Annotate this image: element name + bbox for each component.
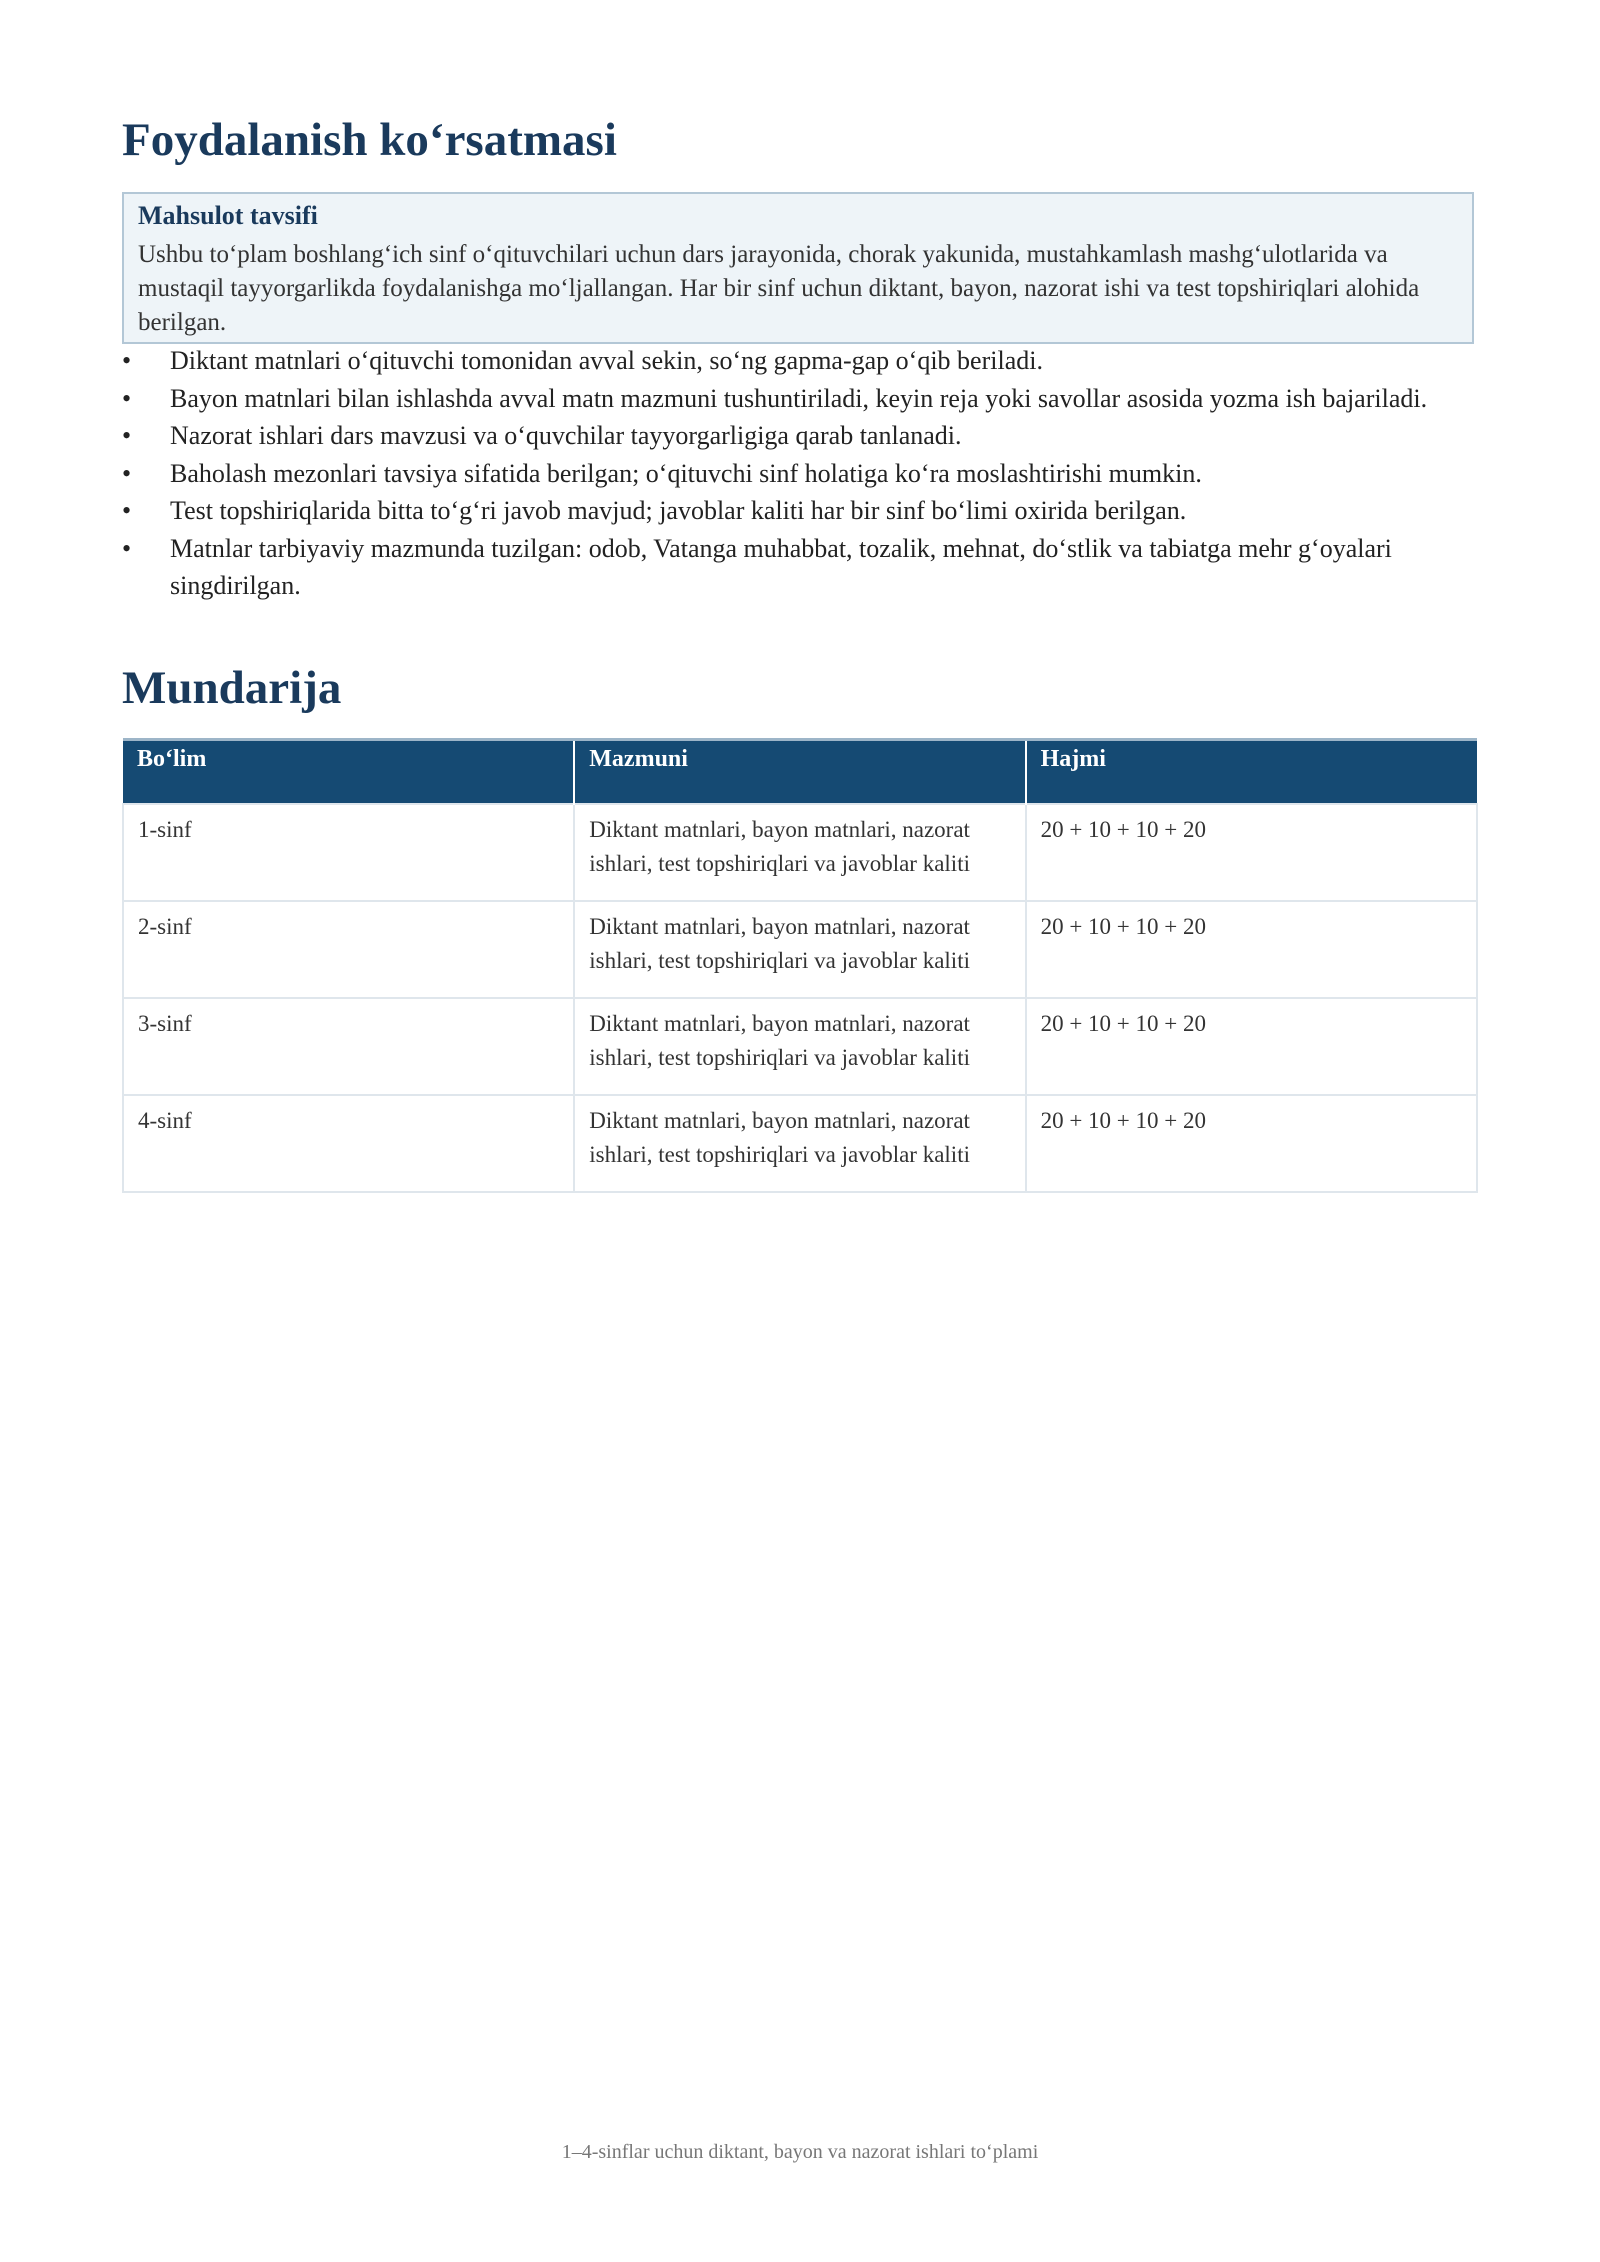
- cell-content: Diktant matnlari, bayon matnlari, nazorat ishlari, test topshiriqlari va javoblar kaliti: [574, 901, 1025, 998]
- cell-volume: 20 + 10 + 10 + 20: [1026, 901, 1477, 998]
- list-item-text: Baholash mezonlari tavsiya sifatida berilgan; oʻqituvchi sinf holatiga koʻra moslashtirishi mumkin.: [170, 458, 1202, 488]
- bullet-icon: •: [122, 533, 132, 563]
- table-row: [123, 1095, 1477, 1192]
- bullet-icon: •: [122, 383, 132, 413]
- cell-section: 3-sinf: [123, 998, 574, 1095]
- list-item: [122, 530, 1478, 605]
- table-row: [123, 804, 1477, 901]
- bullet-icon: •: [122, 496, 132, 525]
- table-row: [123, 901, 1477, 998]
- section-heading-usage: Foydalanish koʻrsatmasi: [122, 114, 617, 166]
- infobox-text: Ushbu toʻplam boshlangʻich sinf oʻqituvchilari uchun dars jarayonida, chorak yakunida, mustahkamlash mashgʻulotlarida va mustaqil tayyorgarlikda foydalanishga moʻljallangan. Har bir sinf uchun diktant, bayon, nazorat ishi va test topshiriqlari alohida berilgan.: [138, 241, 1420, 337]
- list-item-text: Nazorat ishlari dars mavzusi va oʻquvchilar tayyorgarligiga qarab tanlanadi.: [170, 421, 962, 450]
- list-item-text: Diktant matnlari oʻqituvchi tomonidan avval sekin, soʻng gapma-gap oʻqib beriladi.: [170, 346, 1043, 375]
- bullet-icon: •: [122, 346, 132, 375]
- cell-section: 2-sinf: [123, 901, 574, 998]
- usage-rules-list: [122, 342, 1478, 605]
- cell-volume: 20 + 10 + 10 + 20: [1026, 998, 1477, 1095]
- cell-volume: 20 + 10 + 10 + 20: [1026, 1095, 1477, 1192]
- table-header-row: [123, 740, 1477, 804]
- list-item: [122, 380, 1478, 418]
- cell-content: Diktant matnlari, bayon matnlari, nazorat ishlari, test topshiriqlari va javoblar kaliti: [574, 804, 1025, 901]
- cell-content: Diktant matnlari, bayon matnlari, nazorat ishlari, test topshiriqlari va javoblar kaliti: [574, 998, 1025, 1095]
- list-item: [122, 342, 1478, 380]
- bullet-icon: •: [122, 458, 132, 488]
- product-description-box: [122, 192, 1474, 344]
- contents-table: [122, 738, 1478, 1193]
- column-header-section: Boʻlim: [123, 740, 574, 804]
- list-item-text: Matnlar tarbiyaviy mazmunda tuzilgan: odob, Vatanga muhabbat, tozalik, mehnat, doʻstlik va tabiatga mehr gʻoyalari singdirilgan.: [170, 533, 1392, 600]
- column-header-volume: Hajmi: [1026, 740, 1477, 804]
- infobox-title: Mahsulot tavsifi: [138, 201, 318, 230]
- cell-section: 4-sinf: [123, 1095, 574, 1192]
- list-item: [122, 455, 1478, 493]
- cell-content: Diktant matnlari, bayon matnlari, nazorat ishlari, test topshiriqlari va javoblar kaliti: [574, 1095, 1025, 1192]
- section-heading-contents: Mundarija: [122, 662, 342, 714]
- list-item-text: Bayon matnlari bilan ishlashda avval matn mazmuni tushuntiriladi, keyin reja yoki savollar asosida yozma ish bajariladi.: [170, 383, 1428, 413]
- cell-volume: 20 + 10 + 10 + 20: [1026, 804, 1477, 901]
- cell-section: 1-sinf: [123, 804, 574, 901]
- column-header-content: Mazmuni: [574, 740, 1025, 804]
- page-footer: 1–4-sinflar uchun diktant, bayon va nazorat ishlari toʻplami: [561, 2141, 1039, 2163]
- bullet-icon: •: [122, 421, 132, 450]
- table-row: [123, 998, 1477, 1095]
- list-item: [122, 492, 1478, 530]
- list-item: [122, 417, 1478, 455]
- list-item-text: Test topshiriqlarida bitta toʻgʻri javob mavjud; javoblar kaliti har bir sinf boʻlimi oxirida berilgan.: [170, 496, 1187, 525]
